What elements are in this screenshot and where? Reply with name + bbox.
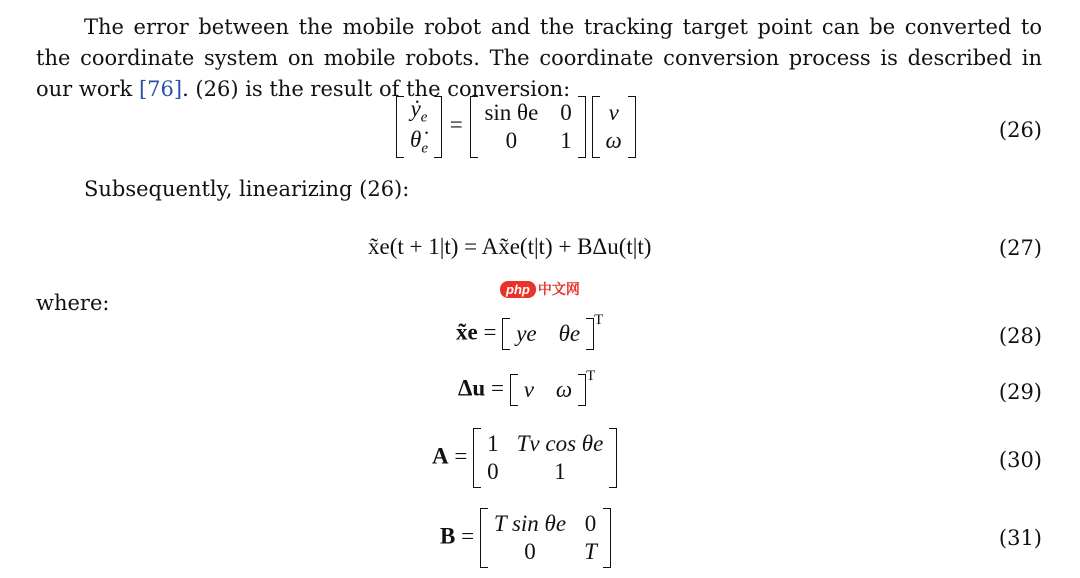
- eq31-m12: 0: [584, 511, 597, 536]
- eq31-m21: 0: [524, 539, 536, 564]
- equation-number-31: (31): [998, 526, 1042, 550]
- eq28-theta: θe: [558, 321, 581, 346]
- eq31-lhs: B: [440, 523, 456, 549]
- eq26-lhs-1: ẏ$_e$: [410, 96, 428, 126]
- eq26-v: v: [608, 100, 619, 125]
- equation-number-28: (28): [998, 324, 1042, 348]
- equation-27: x̃e(t + 1|t) = Ax̃e(t|t) + BΔu(t|t): [368, 234, 652, 259]
- subsequently-text: Subsequently, linearizing (26):: [84, 177, 410, 201]
- intro-paragraph: [36, 12, 1042, 105]
- eq26-m22: 1: [560, 128, 572, 153]
- citation-link[interactable]: [76]: [138, 77, 183, 101]
- equation-30: A = 1 Tv cos θe 0 1: [432, 428, 617, 488]
- eq26-m12: 0: [560, 100, 572, 125]
- eq26-input-vector: [592, 96, 636, 158]
- eq30-lhs: A: [432, 443, 449, 469]
- eq26-matrix: [470, 96, 585, 158]
- php-watermark-logo: php 中文网: [500, 279, 580, 299]
- eq31-m11: T sin θe: [493, 511, 567, 536]
- eq26-lhs-vector: [396, 96, 442, 158]
- intro-text-2: . (26) is the result of the conversion:: [182, 77, 571, 101]
- eq31-m22: T: [584, 539, 597, 564]
- eq29-transpose: T: [586, 368, 596, 384]
- eq28-lhs: x̃e: [456, 319, 478, 345]
- equation-number-27: (27): [998, 236, 1042, 260]
- where-text: where:: [36, 291, 110, 315]
- eq26-m21: 0: [505, 128, 518, 153]
- eq29-omega: ω: [555, 377, 573, 402]
- equation-number-26: (26): [998, 118, 1042, 142]
- eq30-m11: 1: [487, 431, 499, 456]
- equation-31: B = T sin θe 0 0 T: [440, 508, 611, 568]
- eq30-m22: 1: [554, 459, 566, 484]
- eq29-v: v: [523, 377, 534, 402]
- equation-26: ẏ$_e$ $\thetȧ_e$ = sin θe 0 0 1 v ω: [396, 96, 636, 158]
- eq26-omega: ω: [605, 128, 622, 153]
- eq29-lhs: Δu: [458, 375, 486, 401]
- eq26-lhs-2: $\thetȧ_e$: [410, 127, 428, 157]
- eq30-m12: Tv cos θe: [516, 431, 604, 456]
- intro-text-1: The error between the mobile robot and the tracking target point can be converted to the coordinate system on mobile robots. The coordinate conversion process is described in our work: [36, 15, 1042, 101]
- eq26-m11: sin θe: [484, 100, 539, 125]
- equation-29: Δu = v ω $^T$: [458, 374, 595, 406]
- equation-number-29: (29): [998, 380, 1042, 404]
- eq30-m21: 0: [487, 459, 499, 484]
- equation-number-30: (30): [998, 448, 1042, 472]
- equation-28: x̃e = ye θe $^T$: [456, 318, 603, 350]
- eq28-transpose: T: [594, 312, 604, 328]
- eq28-y: ye: [516, 321, 537, 346]
